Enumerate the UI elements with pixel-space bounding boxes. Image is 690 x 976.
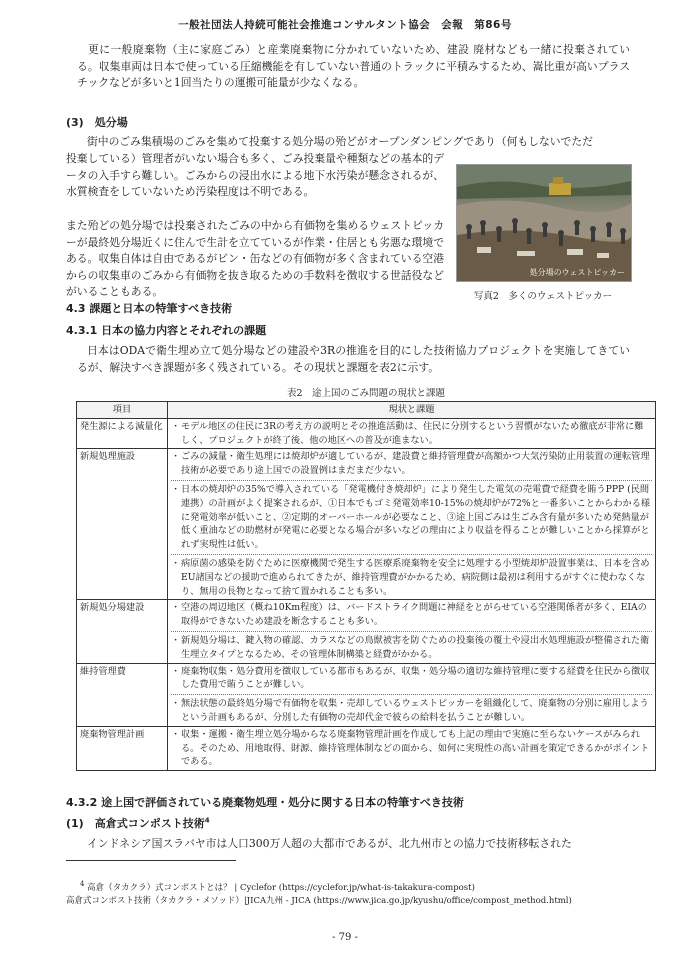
- bullet-icon: ・: [171, 557, 181, 569]
- waste-picker-photo: [456, 164, 632, 282]
- section-4-3-1-paragraph: 日本はODAで衛生埋め立て処分場などの建設や3Rの推進を目的にした技術協力プロジェクトを実施してきているが、解決すべき課題が多く残されている。その現状と課題を表2に示す。: [77, 344, 630, 374]
- footnote-1: [66, 878, 636, 895]
- table-row-points: [168, 600, 656, 663]
- bullet-icon: ・: [171, 634, 181, 646]
- section-4-3-1-heading: 4.3.1 日本の協力内容とそれぞれの課題: [66, 324, 267, 337]
- section-3-paragraph-1-line-1: 街中のごみ集積場のごみを集めて投棄する処分場の殆どがオープンダンピングであり（何もしないでただ: [87, 135, 593, 148]
- photo-caption: 写真2 多くのウェストピッカー: [473, 291, 613, 302]
- footnotes: [66, 878, 636, 908]
- section-3-paragraph-2: また殆どの処分場では投棄されたごみの中から有価物を集めるウェストピッカーが最終処分場近くに住んで生計を立てているが作業・住居とも劣悪な環境である。収集自体は自由であるがビン・缶などの有価物が多く含まれている空港からの収集車のごみから有価物を抜き取るための手数料を徴収する世話役などがいることもある。: [66, 219, 444, 298]
- bullet-icon: ・: [171, 483, 181, 495]
- intro-paragraph: 更に一般廃棄物（主に家庭ごみ）と産業廃棄物に分かれていないため、建設 廃材なども一緒に投棄されている。収集車両は日本で使っている圧縮機能を有していない普通のトラックに平積みするため、嵩比重が高いプラスチックなどが多いと1回当たりの運搬可能量が少なくなる。: [77, 43, 630, 89]
- section-4-3-2-sub-heading: [66, 815, 210, 831]
- table-point: ・ 新規処分場は、鍵入物の確認、カラスなどの鳥獣被害を防ぐための投棄後の覆土や浸出水処理施設が整備された衛生埋立タイプとなるため、その管理体制構築と経費がかかる。: [171, 631, 652, 662]
- table-row: [77, 600, 656, 663]
- bullet-icon: ・: [171, 698, 181, 710]
- table-row-points: [168, 726, 656, 770]
- table-header-status: 現状と課題: [168, 402, 656, 419]
- landfill-scene-graphic: [457, 165, 631, 281]
- table-row-label: 新規処理施設: [77, 449, 168, 600]
- page-header: 一般社団法人持続可能社会推進コンサルタント協会 会報 第86号: [178, 19, 512, 31]
- table-row-label: 維持管理費: [77, 663, 168, 726]
- table-point: ・ 日本の焼却炉の35%で導入されている「発電機付き焼却炉」により発生した電気の売電費で経費を賄うPPP (民間連携）の計画がよく提案されるが、①日本でもゴミ発電効率10-15%の焼却炉が72%と一番多いことからわかる様に発電効率が低いこと、②定期的オーバーホールが必要なこと、③途上国ごみは生ごみ含有量が多いため発熱量が低く重油などの助燃材が発電に必要となる場合が多いなどの理由により収益を得ることが難しいことから採算がとれず実現性は低い。: [171, 480, 652, 552]
- footnote-2-text: 高倉式コンポスト技術（タカクラ・メソッド）|JICA九州 - JICA (https://www.jica.go.jp/kyushu/office/compost_method.html): [66, 895, 572, 906]
- table-point: ・ 空港の周辺地区（概ね10Km程度）は、バードストライク問題に神経をとがらせている空港関係者が多く、EIAの取得ができないため建設を断念することも多い。: [171, 602, 647, 628]
- table-point: ・ ごみの減量・衛生処理には焼却炉が適しているが、建設費と維持管理費が高額かつ大気汚染防止用装置の運転管理技術が必要であり途上国での設置例はまだまだ少ない。: [171, 451, 650, 477]
- footnote-reference: 4: [204, 816, 210, 825]
- table-point: ・ 収集・運搬・衛生埋立処分場からなる廃棄物管理計画を作成しても上記の理由で実施に至らないケースがみられる。そのため、用地取得、財源、維持管理体制などの面から、如何に実現性の高い計画を策定できるかがポイントである。: [171, 728, 650, 768]
- footnote-marker: 4: [80, 880, 85, 888]
- section-3-heading: (3) 処分場: [66, 116, 128, 129]
- table-row-label: 新規処分場建設: [77, 600, 168, 663]
- table-row: [77, 663, 656, 726]
- table-row: [77, 449, 656, 600]
- table-header-row: [77, 402, 656, 419]
- table-row-points: [168, 418, 656, 449]
- table-row: [77, 418, 656, 449]
- footnote-rule: [66, 860, 236, 861]
- section-4-3-2-heading: 4.3.2 途上国で評価されている廃棄物処理・処分に関する日本の特筆すべき技術: [66, 796, 464, 809]
- bullet-icon: ・: [171, 665, 181, 677]
- photo-overlay-text: 処分場のウェストピッカー: [529, 268, 625, 277]
- page-number: - 79 -: [332, 932, 358, 943]
- table-header-item: 項目: [77, 402, 168, 419]
- footnote-1-text: 高倉（タカクラ）式コンポストとは？ | Cyclefor (https://cyclefor.jp/what-is-takakura-compost): [87, 882, 475, 893]
- table-caption: 表2 途上国のごみ問題の現状と課題: [286, 388, 446, 399]
- table-row-label: 廃棄物管理計画: [77, 726, 168, 770]
- table-row-label: 発生源による減量化: [77, 418, 168, 449]
- table-point: ・ モデル地区の住民に3Rの考え方の説明とその推進活動は、住民に分別するという習慣がないため徹底が非常に難しく、プロジェクトが終了後、他の地区への普及が進まない。: [171, 420, 644, 446]
- table-point: ・ 無法状態の最終処分場で有価物を収集・売却しているウェストピッカーを組織化して、廃棄物の分別に雇用しようという計画もあるが、分別した有価物の売却代金で彼らの給料を払うことが難しい。: [171, 694, 652, 725]
- bullet-icon: ・: [171, 728, 181, 740]
- table-row-points: [168, 663, 656, 726]
- bullet-icon: ・: [171, 420, 181, 432]
- bullet-icon: ・: [171, 451, 181, 463]
- section-4-3-2-paragraph: インドネシア国スラバヤ市は人口300万人超の大都市であるが、北九州市との協力で技術移転された: [87, 837, 572, 850]
- table-point: ・ 病原菌の感染を防ぐために医療機関で発生する医療系廃棄物を安全に処理する小型焼却炉設置事業は、日本を含めEU諸国などの援助で進められてきたが、維持管理費がかかるため、病院側は最初は利用するがすぐに使わなくなり、無用の長物となって捨て置かれることも多い。: [171, 554, 652, 598]
- table-point: ・ 廃棄物収集・処分費用を徴収している都市もあるが、収集・処分場の適切な維持管理に要する経費を住民から徴収した費用で賄うことが難しい。: [171, 665, 650, 691]
- bullet-icon: ・: [171, 602, 181, 614]
- section-4-3-heading: 4.3 課題と日本の特筆すべき技術: [66, 302, 233, 315]
- issues-table: [76, 401, 656, 771]
- sub-heading-text: (1) 高倉式コンポスト技術: [66, 817, 205, 830]
- table-row-points: [168, 449, 656, 600]
- section-3-paragraph-1-rest: 投棄している）管理者がいない場合も多く、ごみ投棄量や種類などの基本的データの入手すら難しい。ごみからの浸出水による地下水汚染が懸念されるが、水質検査をしていないため汚染程度は不明である。: [66, 152, 444, 198]
- table-row: [77, 726, 656, 770]
